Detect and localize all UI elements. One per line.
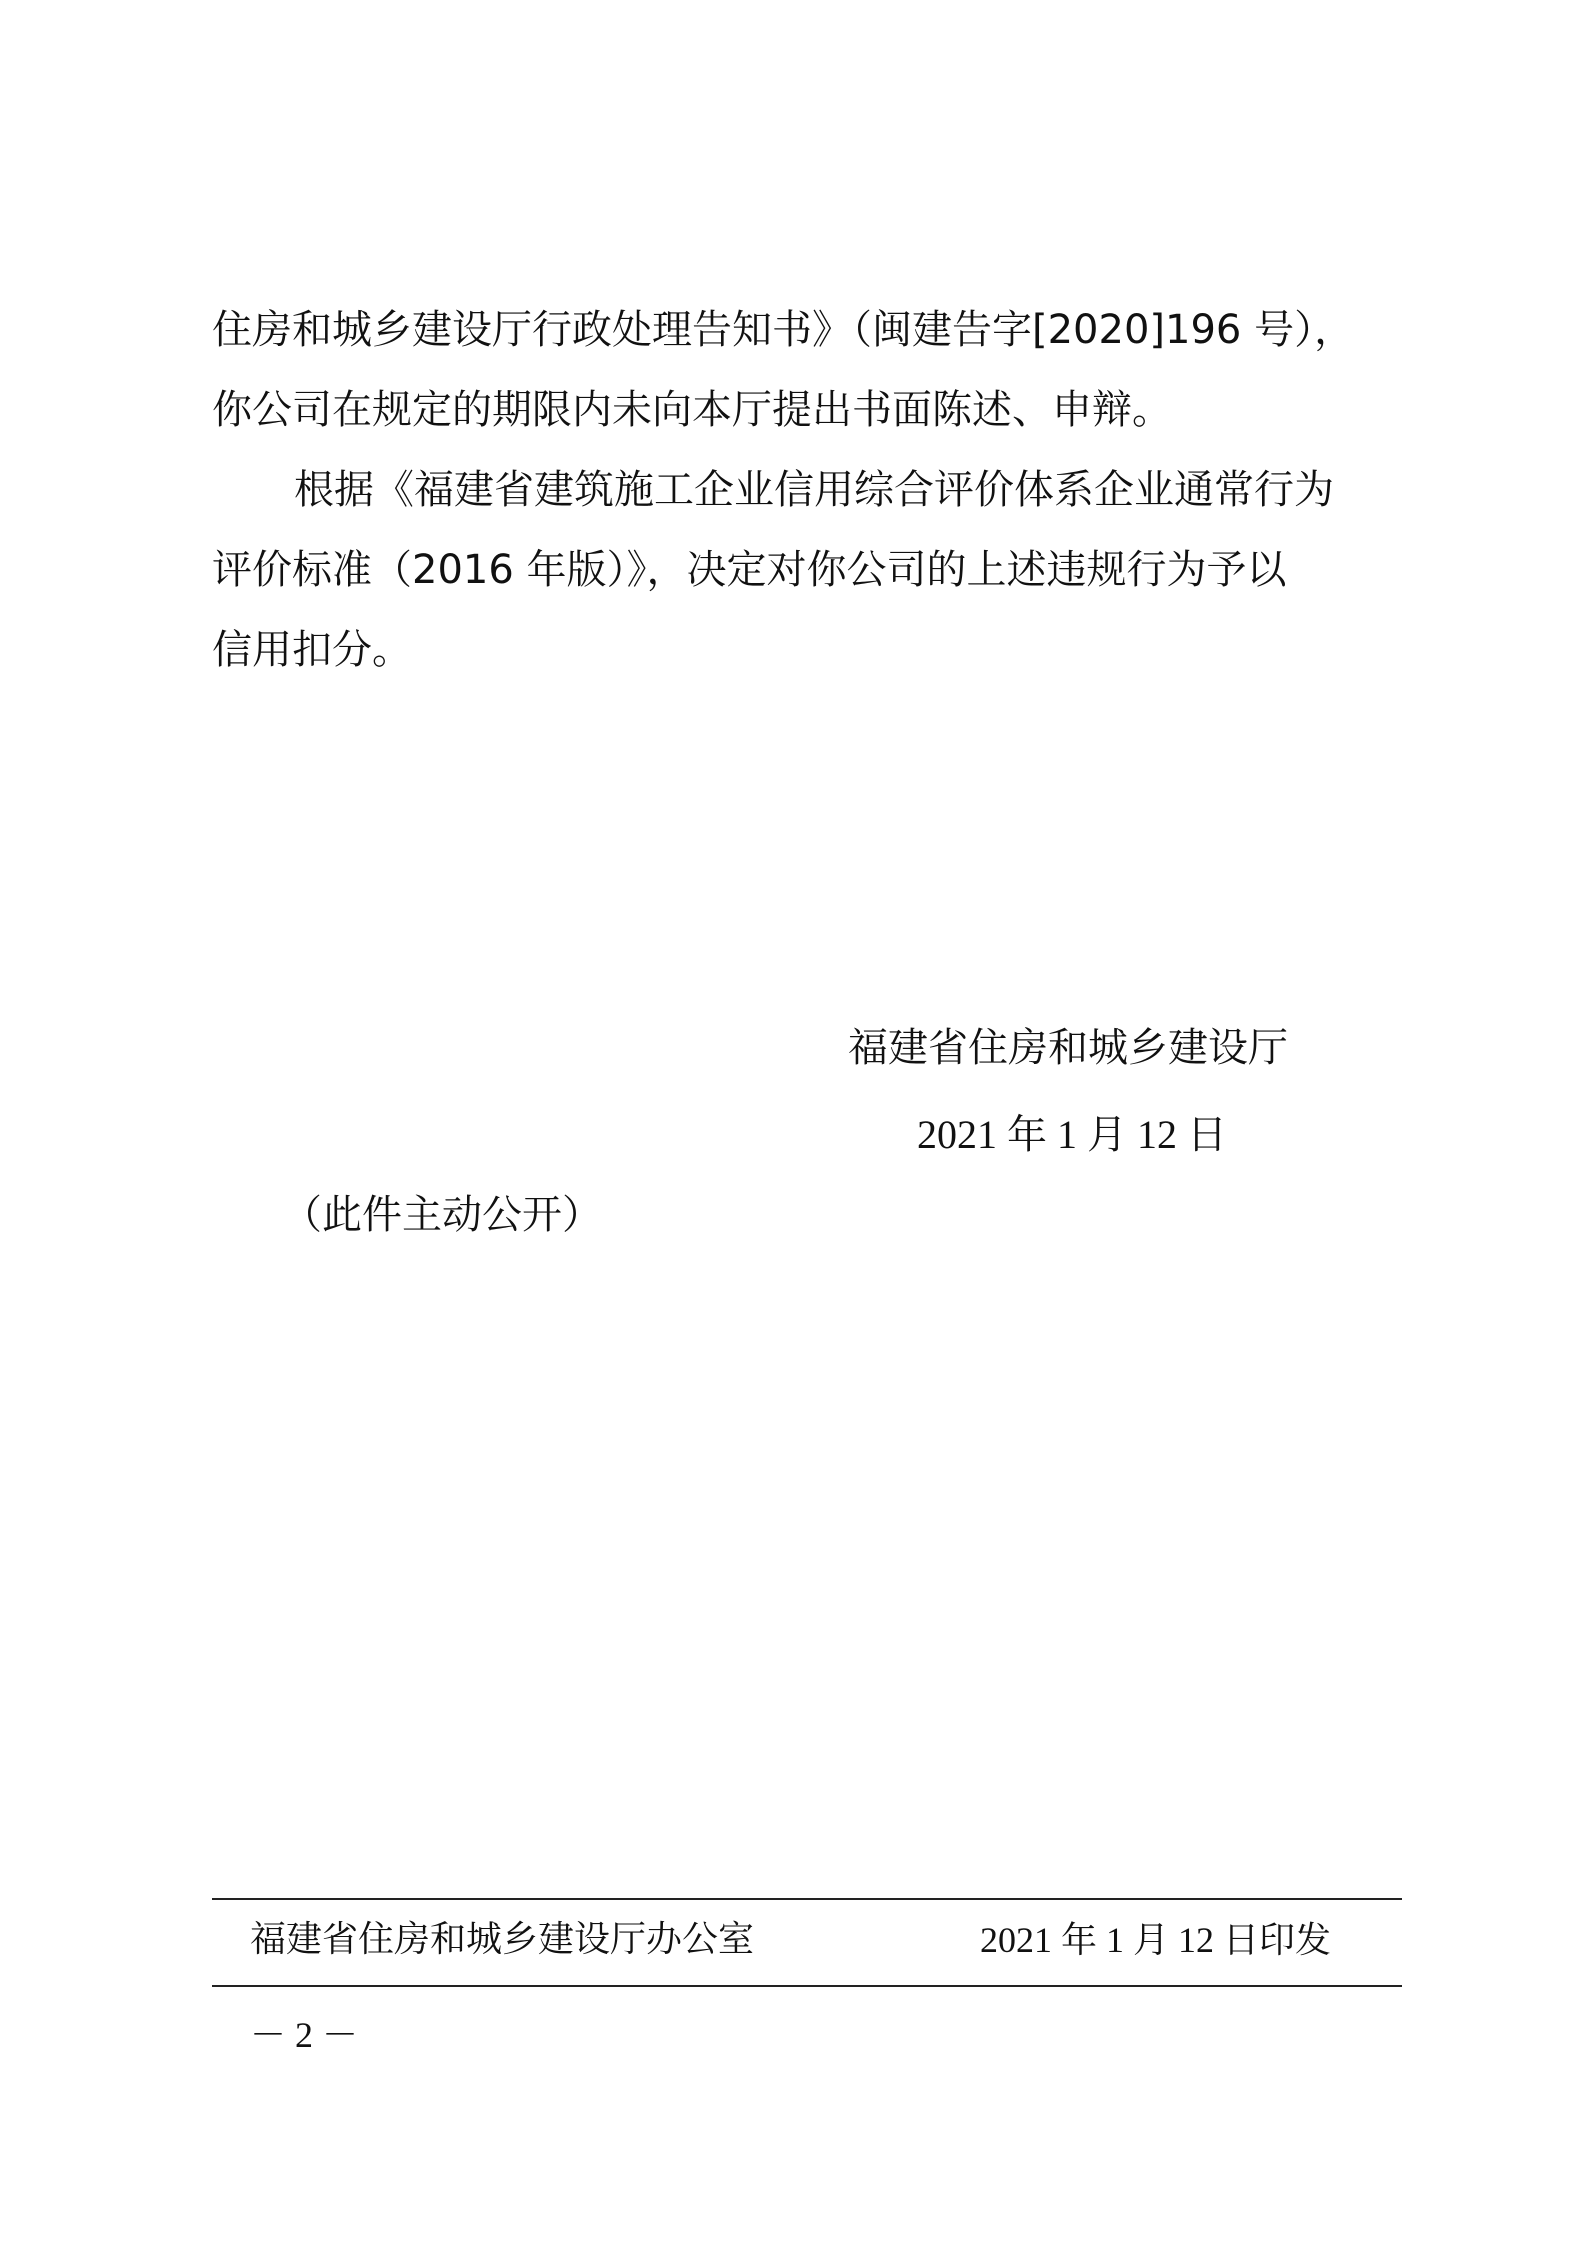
body-paragraph1-line1: 住房和城乡建设厅行政处理告知书》（闽建告字[2020]196 号）， xyxy=(212,307,1355,353)
footer-top-rule xyxy=(212,1898,1402,1900)
footer-bottom-rule xyxy=(212,1985,1402,1987)
signature-date: 2021 年 1 月 12 日 xyxy=(917,1112,1227,1157)
body-paragraph2-line2: 评价标准（2016 年版）》，决定对你公司的上述违规行为予以 xyxy=(212,547,1287,593)
footer-issue-date: 2021 年 1 月 12 日印发 xyxy=(980,1920,1332,1960)
body-paragraph1-line2: 你公司在规定的期限内未向本厅提出书面陈述、申辩。 xyxy=(212,387,1172,433)
signature-organization: 福建省住房和城乡建设厅 xyxy=(848,1025,1288,1071)
disclosure-note: （此件主动公开） xyxy=(282,1192,602,1238)
body-paragraph2-line1: 根据《福建省建筑施工企业信用综合评价体系企业通常行为 xyxy=(294,467,1334,513)
page-number: － 2 － xyxy=(250,2015,359,2055)
footer-issuing-office: 福建省住房和城乡建设厅办公室 xyxy=(250,1919,755,1960)
body-paragraph2-line3: 信用扣分。 xyxy=(212,627,412,673)
